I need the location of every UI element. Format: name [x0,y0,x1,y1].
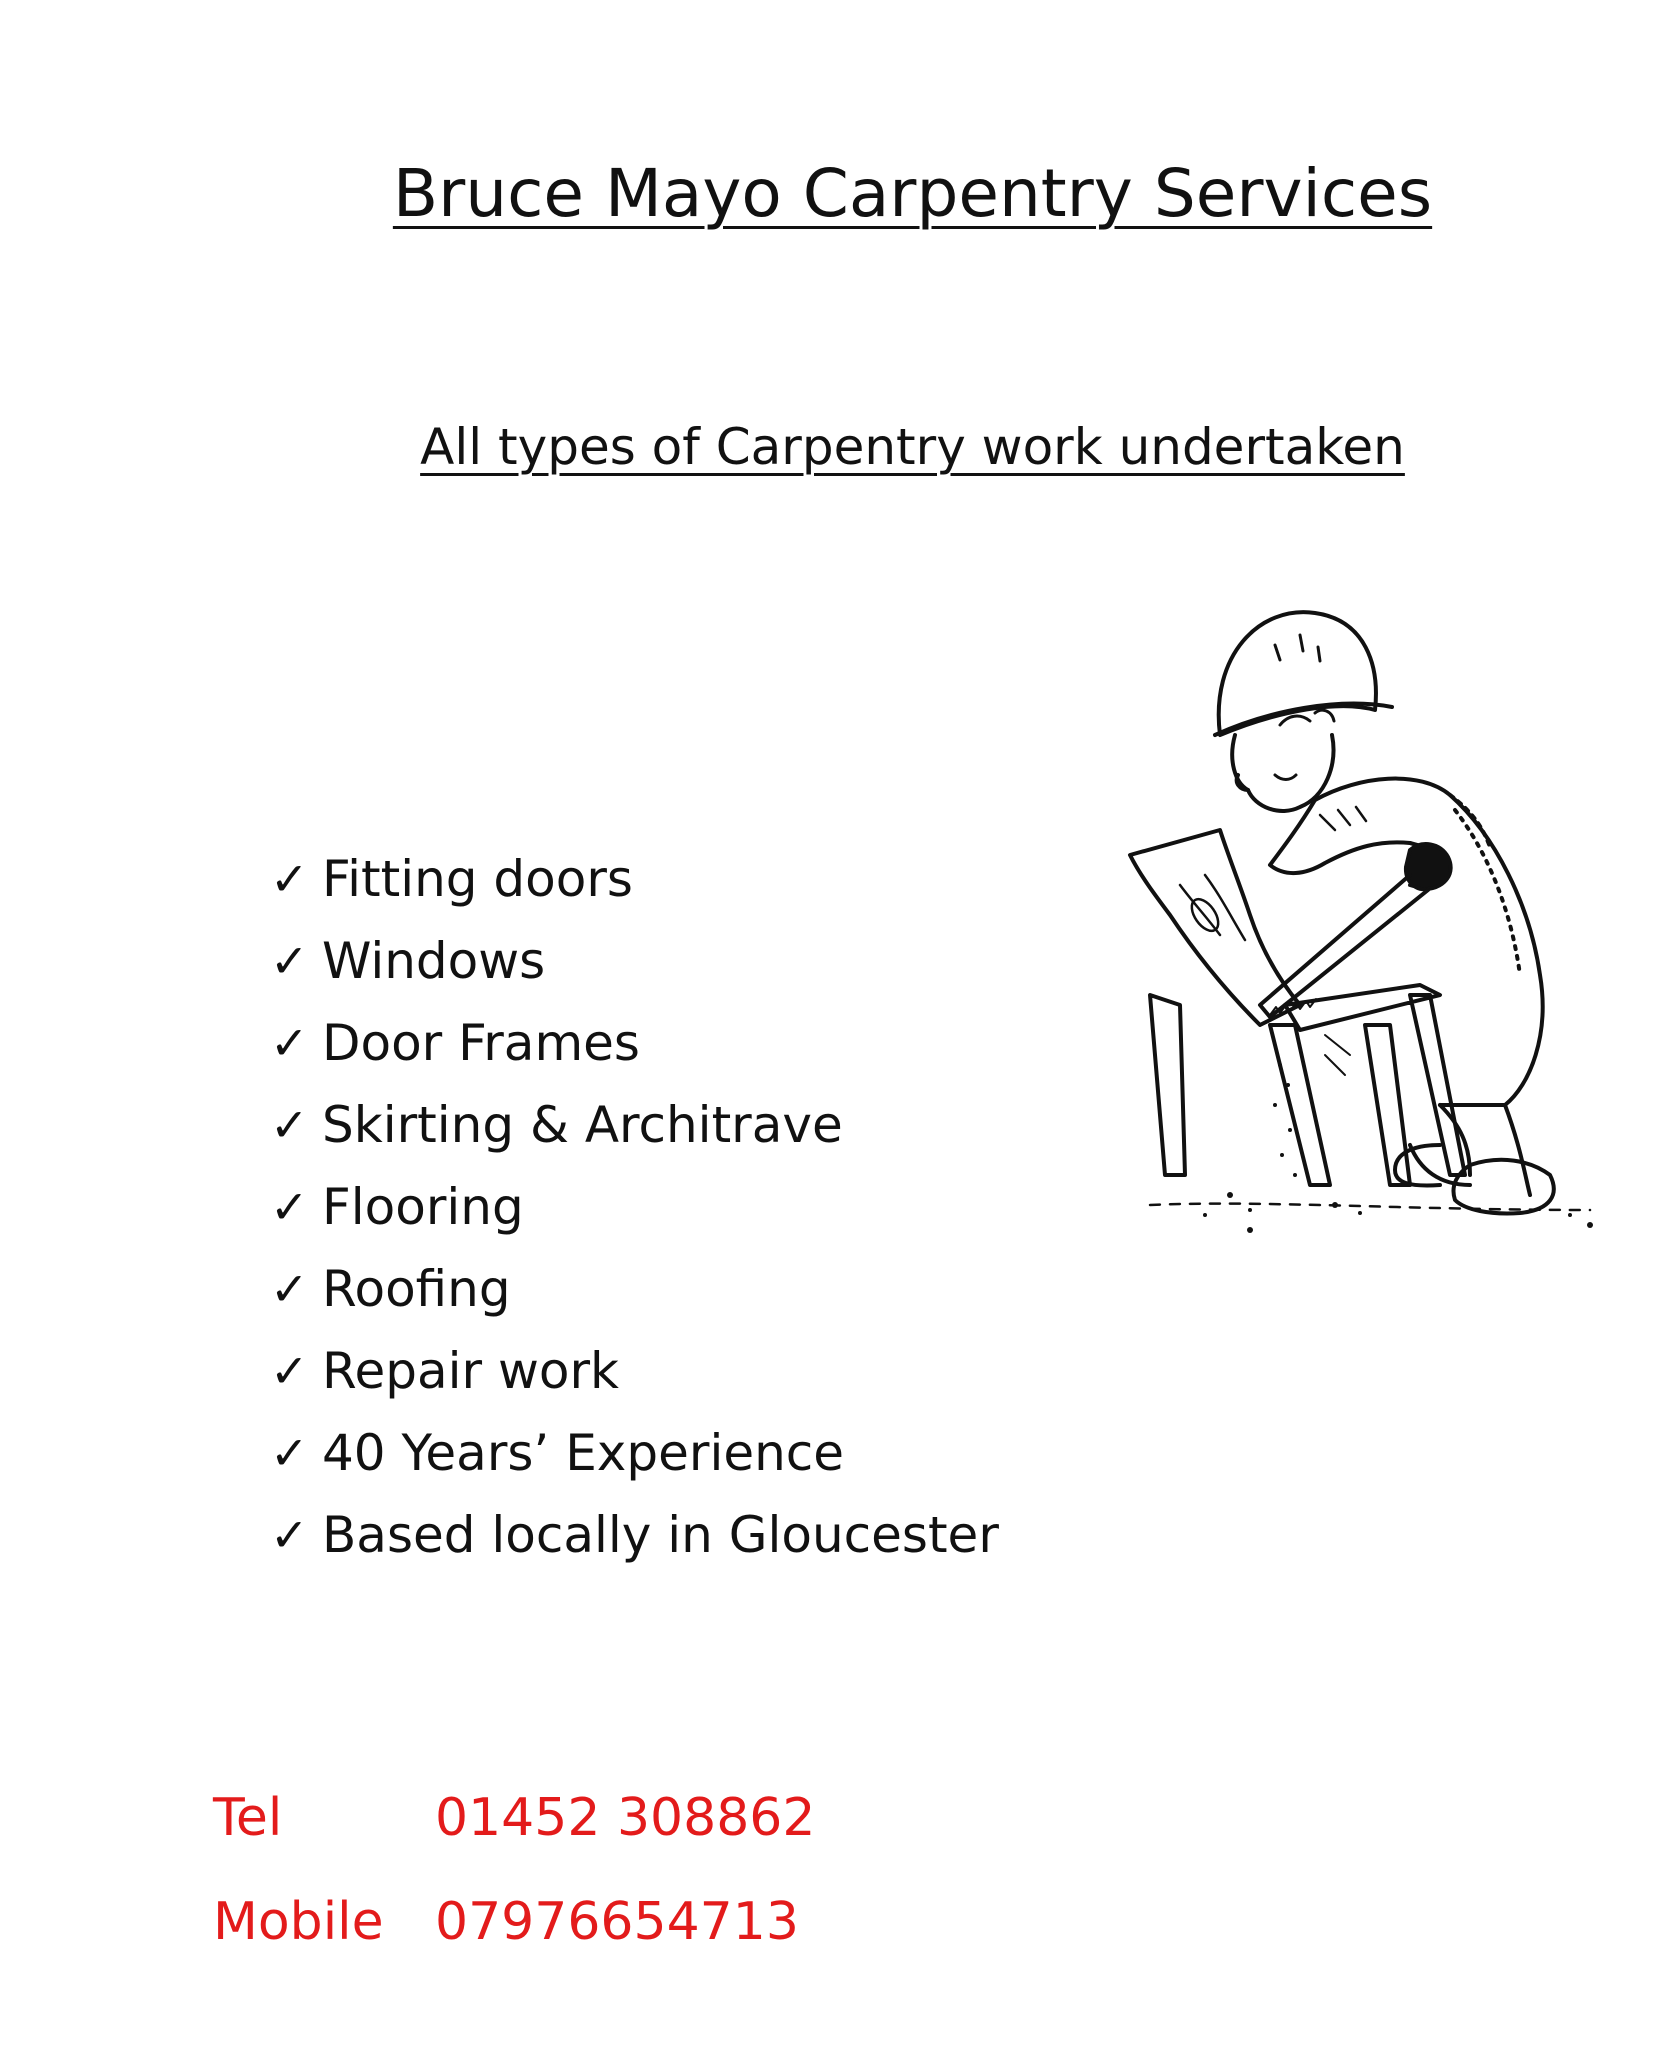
services-list [270,838,999,1576]
service-label: 40 Years’ Experience [322,1424,845,1482]
service-label: Based locally in Gloucester [322,1506,999,1564]
page-title-text: Bruce Mayo Carpentry Services [392,155,1433,232]
service-item [270,1084,999,1166]
mobile-contact [213,1892,799,1952]
checkmark-icon: ✓ [270,1016,309,1070]
page-subtitle [0,420,1662,475]
service-item [270,920,999,1002]
service-label: Roofing [322,1260,511,1318]
service-item [270,1248,999,1330]
page-title [0,155,1662,232]
service-item [270,838,999,920]
checkmark-icon: ✓ [270,934,309,988]
checkmark-icon: ✓ [270,1508,309,1562]
sawhorse [1150,985,1465,1185]
service-label: Door Frames [322,1014,640,1072]
carpenter-sawing-icon [1110,585,1610,1275]
page-subtitle-text: All types of Carpentry work undertaken [420,418,1405,476]
checkmark-icon: ✓ [270,1344,309,1398]
mobile-label: Mobile [213,1892,384,1952]
service-item [270,1412,999,1494]
checkmark-icon: ✓ [270,1426,309,1480]
service-label: Skirting & Architrave [322,1096,843,1154]
service-label: Fitting doors [322,850,633,908]
torso [1315,779,1543,1105]
service-item [270,1166,999,1248]
checkmark-icon: ✓ [270,852,309,906]
service-label: Windows [322,932,546,990]
service-item [270,1330,999,1412]
service-item [270,1494,999,1576]
checkmark-icon: ✓ [270,1262,309,1316]
service-label: Flooring [322,1178,524,1236]
tel-label: Tel [213,1788,283,1848]
saw-handle [1406,844,1451,889]
service-item [270,1002,999,1084]
mobile-number: 07976654713 [435,1892,799,1952]
service-label: Repair work [322,1342,619,1400]
tel-number: 01452 308862 [435,1788,816,1848]
checkmark-icon: ✓ [270,1098,309,1152]
telephone-contact [213,1788,815,1848]
checkmark-icon: ✓ [270,1180,309,1234]
